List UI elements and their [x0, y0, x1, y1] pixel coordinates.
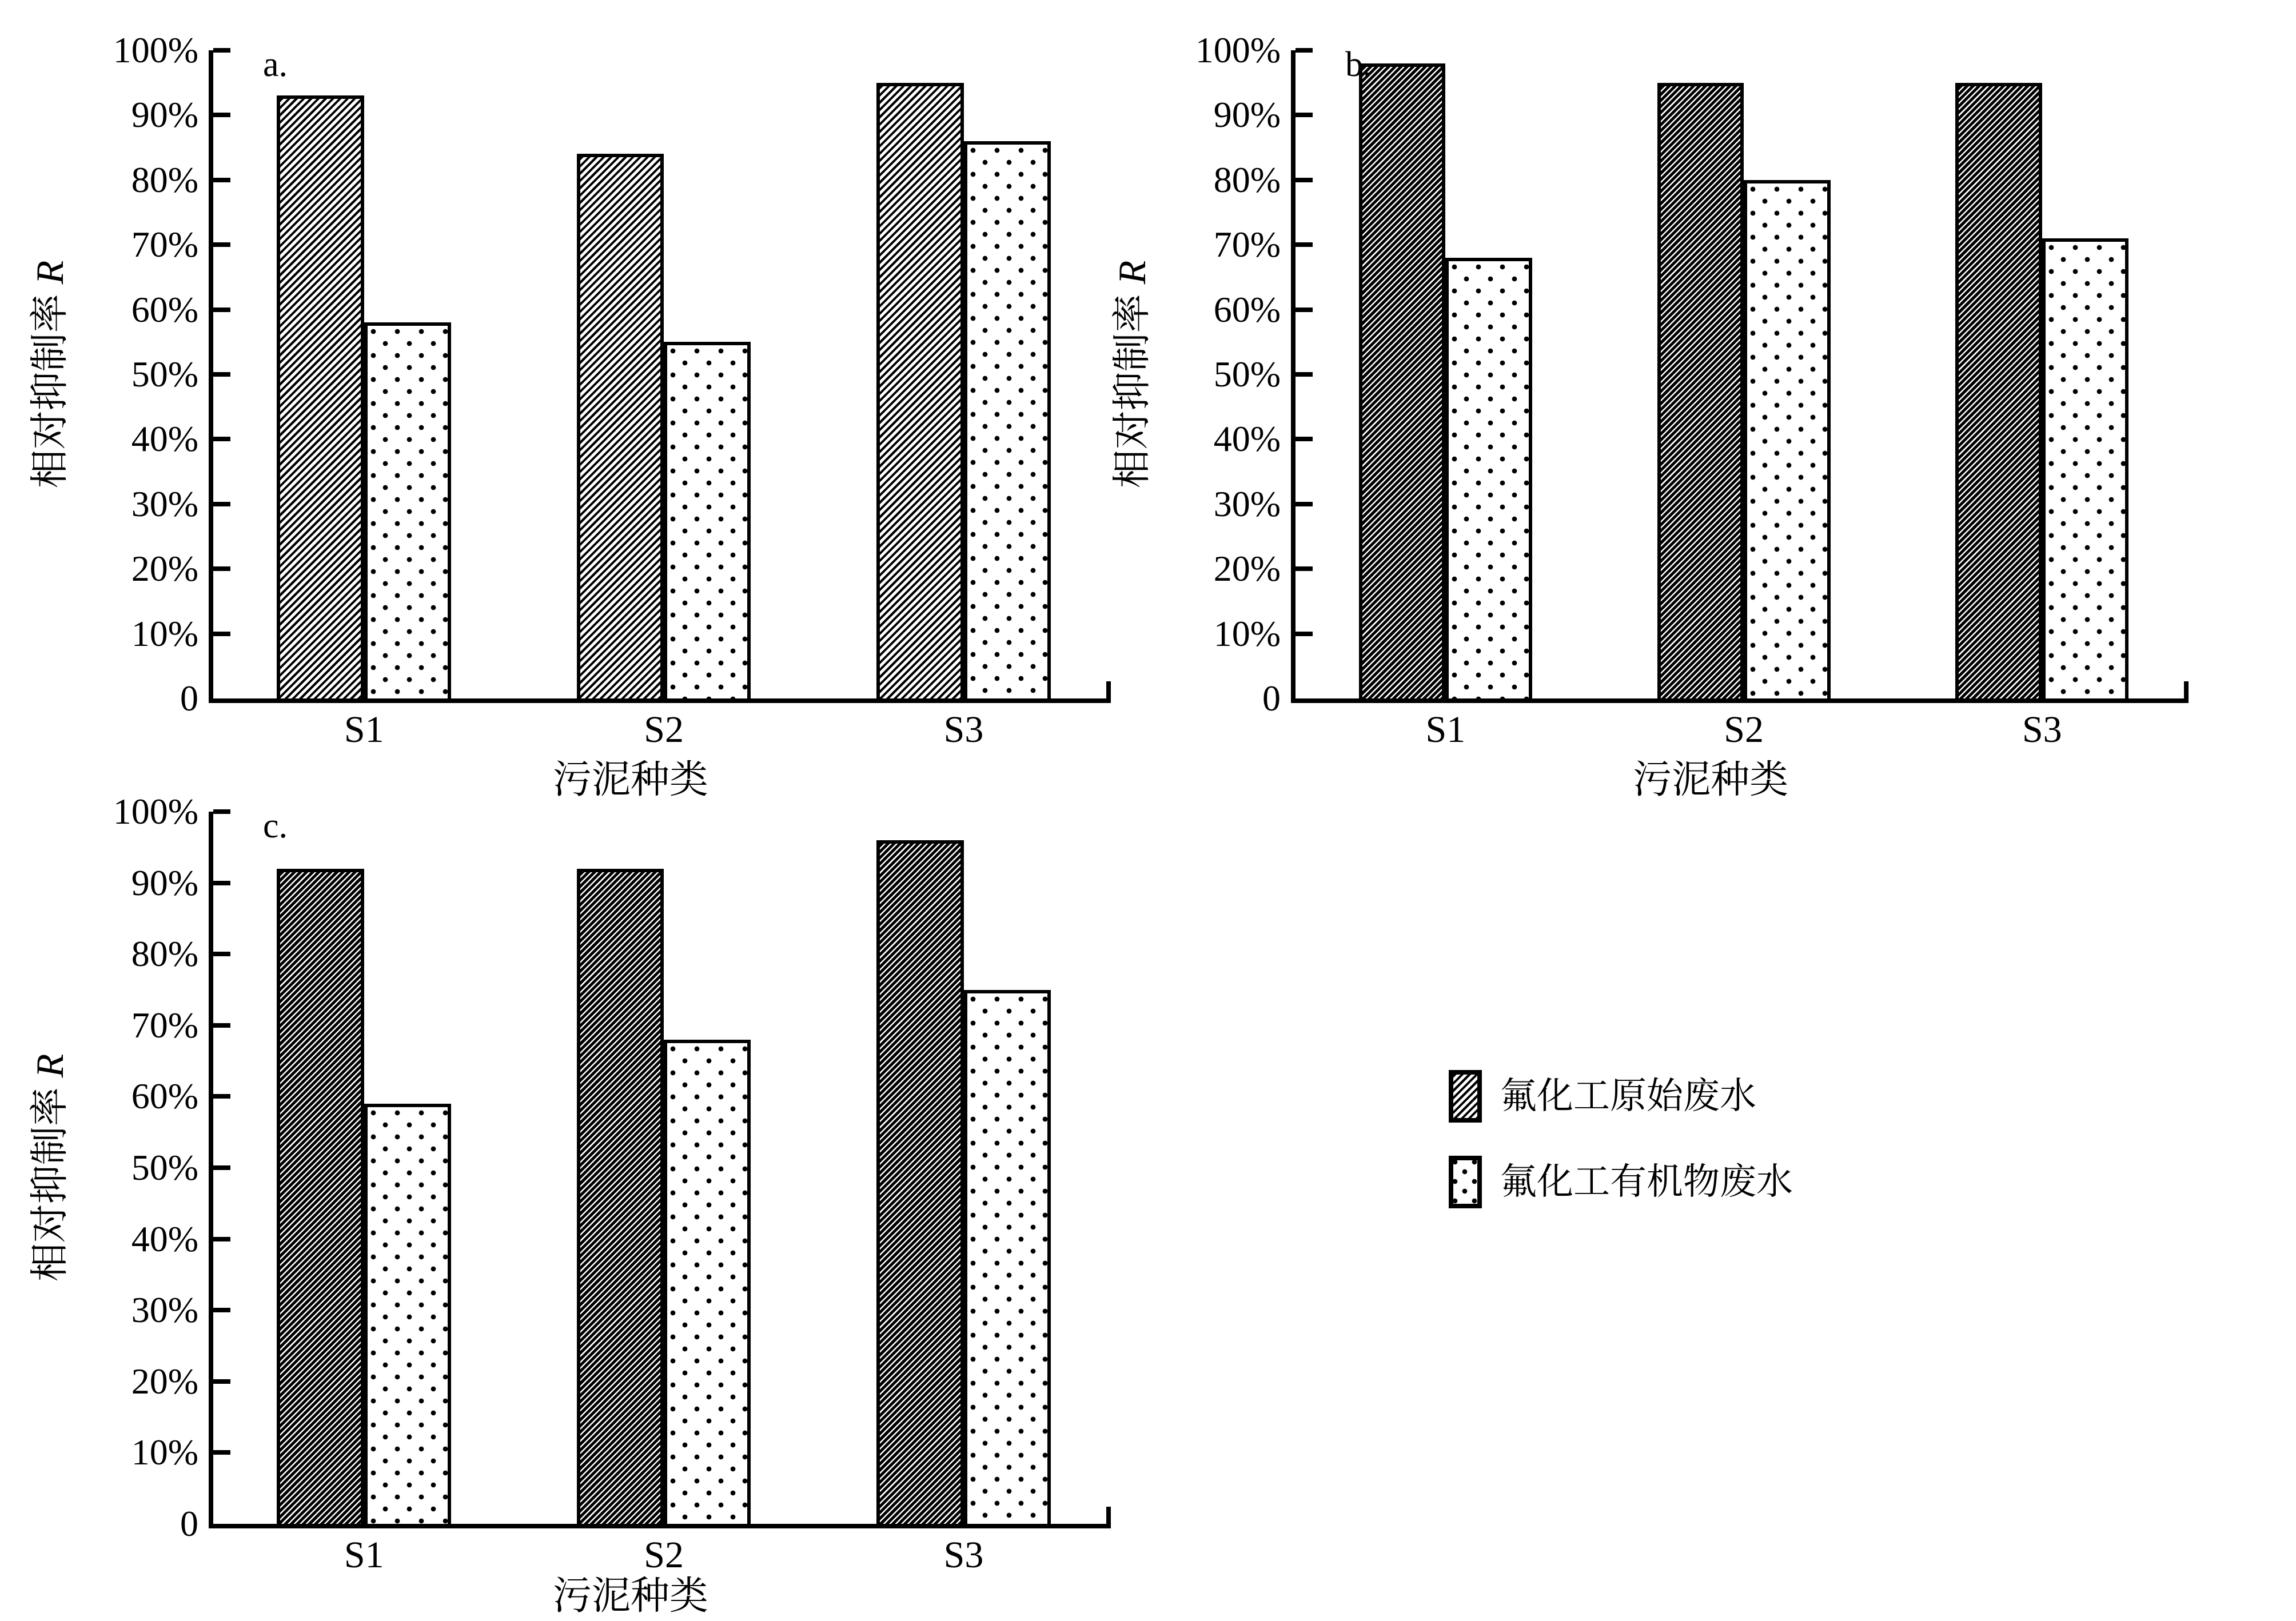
y-tick-40% [213, 1237, 230, 1241]
y-tick-80% [1296, 178, 1313, 182]
y-tick-label-90%: 90% [131, 862, 198, 903]
y-tick-label-90%: 90% [1213, 94, 1281, 135]
y-axis-title-text: 相对抑制率 [28, 1087, 71, 1282]
y-tick-label-0: 0 [1262, 678, 1281, 718]
y-tick-30% [213, 1308, 230, 1312]
panel-letter-a: a. [263, 45, 288, 84]
legend-item-raw-wastewater [1449, 1070, 1793, 1123]
y-tick-label-30%: 30% [131, 483, 198, 524]
x-category-label-S2: S2 [1724, 709, 1764, 750]
y-tick-80% [213, 952, 230, 956]
bar-c-S3-dotted [964, 990, 1051, 1524]
bar-c-S2-dotted [664, 1040, 751, 1524]
y-tick-50% [213, 372, 230, 377]
panel-letter-b: b. [1345, 45, 1372, 84]
bar-c-S3-hatched [876, 840, 963, 1524]
x-axis-title-b: 污泥种类 [1633, 758, 1789, 801]
y-tick-60% [213, 1094, 230, 1099]
bar-b-S3-dotted [2042, 238, 2129, 698]
y-tick-60% [213, 308, 230, 312]
y-tick-40% [1296, 437, 1313, 441]
bar-b-S2-dotted [1744, 180, 1831, 698]
y-tick-label-80%: 80% [1213, 159, 1281, 200]
y-tick-90% [213, 113, 230, 117]
y-tick-label-20%: 20% [131, 548, 198, 589]
bar-a-S3-hatched [876, 83, 963, 698]
x-category-label-S2: S2 [644, 1534, 684, 1576]
y-axis-variable: R [28, 260, 71, 285]
panel-letter-c: c. [263, 806, 288, 845]
x-category-label-S3: S3 [943, 1534, 984, 1576]
y-tick-label-50%: 50% [131, 354, 198, 394]
y-tick-label-70%: 70% [131, 224, 198, 265]
y-tick-label-40%: 40% [131, 1218, 198, 1259]
y-tick-label-40%: 40% [131, 418, 198, 460]
y-tick-90% [1296, 113, 1313, 117]
y-tick-10% [1296, 632, 1313, 636]
x-axis-end-tick [1106, 681, 1111, 698]
y-tick-label-70%: 70% [1213, 224, 1281, 265]
bar-a-S3-dotted [964, 141, 1051, 698]
y-tick-100% [213, 809, 230, 814]
y-tick-label-80%: 80% [131, 933, 198, 975]
y-axis-variable: R [28, 1053, 71, 1078]
x-category-label-S1: S1 [1425, 709, 1466, 750]
chart-panel-c [28, 791, 1106, 1618]
y-tick-label-100%: 100% [1195, 30, 1281, 70]
y-tick-20% [213, 566, 230, 571]
y-tick-label-10%: 10% [131, 1432, 198, 1473]
legend-item-organic-wastewater [1449, 1156, 1793, 1208]
bar-a-S1-dotted [364, 322, 451, 698]
y-axis-variable: R [1110, 260, 1154, 285]
y-tick-80% [213, 178, 230, 182]
y-tick-label-100%: 100% [113, 791, 198, 832]
bar-b-S1-hatched [1359, 63, 1446, 698]
y-tick-70% [1296, 242, 1313, 247]
x-axis-end-tick [2184, 681, 2189, 698]
bar-a-S2-hatched [577, 154, 664, 698]
plot-area-c [113, 791, 1111, 1576]
x-category-label-S2: S2 [644, 709, 684, 750]
bar-c-S1-dotted [364, 1104, 451, 1524]
y-tick-40% [213, 437, 230, 441]
chart-panel-a [28, 30, 1106, 801]
y-tick-label-40%: 40% [1213, 418, 1281, 460]
x-axis-end-tick [1106, 1507, 1111, 1524]
y-tick-label-50%: 50% [1213, 354, 1281, 394]
bar-c-S1-hatched [277, 869, 364, 1524]
y-tick-label-70%: 70% [131, 1004, 198, 1045]
y-tick-50% [213, 1165, 230, 1170]
bar-b-S1-dotted [1445, 258, 1532, 698]
y-tick-70% [213, 242, 230, 247]
x-category-label-S1: S1 [344, 1534, 384, 1576]
bar-a-S2-dotted [664, 342, 751, 698]
y-tick-label-0: 0 [180, 678, 198, 718]
y-tick-50% [1296, 372, 1313, 377]
y-tick-label-0: 0 [180, 1503, 198, 1544]
diagonal-hatch-swatch-icon [1449, 1070, 1482, 1123]
bar-a-S1-hatched [277, 95, 364, 698]
y-tick-label-60%: 60% [131, 1076, 198, 1117]
bar-b-S2-hatched [1657, 83, 1744, 698]
y-tick-label-10%: 10% [131, 613, 198, 654]
plot-area-b [1195, 30, 2189, 750]
x-category-label-S1: S1 [344, 709, 384, 750]
y-tick-label-20%: 20% [1213, 548, 1281, 589]
x-category-label-S3: S3 [943, 709, 984, 750]
y-tick-100% [1296, 48, 1313, 53]
y-tick-10% [213, 632, 230, 636]
legend-label: 氟化工有机物废水 [1500, 1161, 1793, 1202]
y-tick-70% [213, 1023, 230, 1028]
y-tick-label-60%: 60% [131, 289, 198, 330]
y-tick-label-30%: 30% [131, 1289, 198, 1331]
y-tick-20% [213, 1379, 230, 1384]
y-tick-label-50%: 50% [131, 1147, 198, 1188]
y-tick-20% [1296, 566, 1313, 571]
y-axis-title-text: 相对抑制率 [1110, 294, 1154, 489]
y-tick-100% [213, 48, 230, 53]
y-tick-label-30%: 30% [1213, 483, 1281, 524]
legend-label: 氟化工原始废水 [1500, 1075, 1756, 1116]
y-tick-30% [213, 502, 230, 506]
x-category-label-S3: S3 [2022, 709, 2062, 750]
y-tick-60% [1296, 308, 1313, 312]
plot-area-a [113, 30, 1111, 750]
y-tick-label-100%: 100% [113, 30, 198, 70]
chart-panel-b [1110, 30, 2184, 801]
y-tick-label-60%: 60% [1213, 289, 1281, 330]
y-tick-label-10%: 10% [1213, 613, 1281, 654]
y-tick-90% [213, 881, 230, 885]
y-tick-10% [213, 1450, 230, 1455]
y-axis-title-text: 相对抑制率 [28, 294, 71, 489]
x-axis-title-c: 污泥种类 [552, 1574, 708, 1618]
x-axis-title-a: 污泥种类 [552, 758, 708, 801]
legend [1449, 1070, 1793, 1241]
dotted-swatch-icon [1449, 1156, 1482, 1208]
y-tick-30% [1296, 502, 1313, 506]
y-tick-label-20%: 20% [131, 1360, 198, 1402]
bar-c-S2-hatched [577, 869, 664, 1524]
y-tick-label-90%: 90% [131, 94, 198, 135]
bar-b-S3-hatched [1955, 83, 2042, 698]
y-tick-label-80%: 80% [131, 159, 198, 200]
